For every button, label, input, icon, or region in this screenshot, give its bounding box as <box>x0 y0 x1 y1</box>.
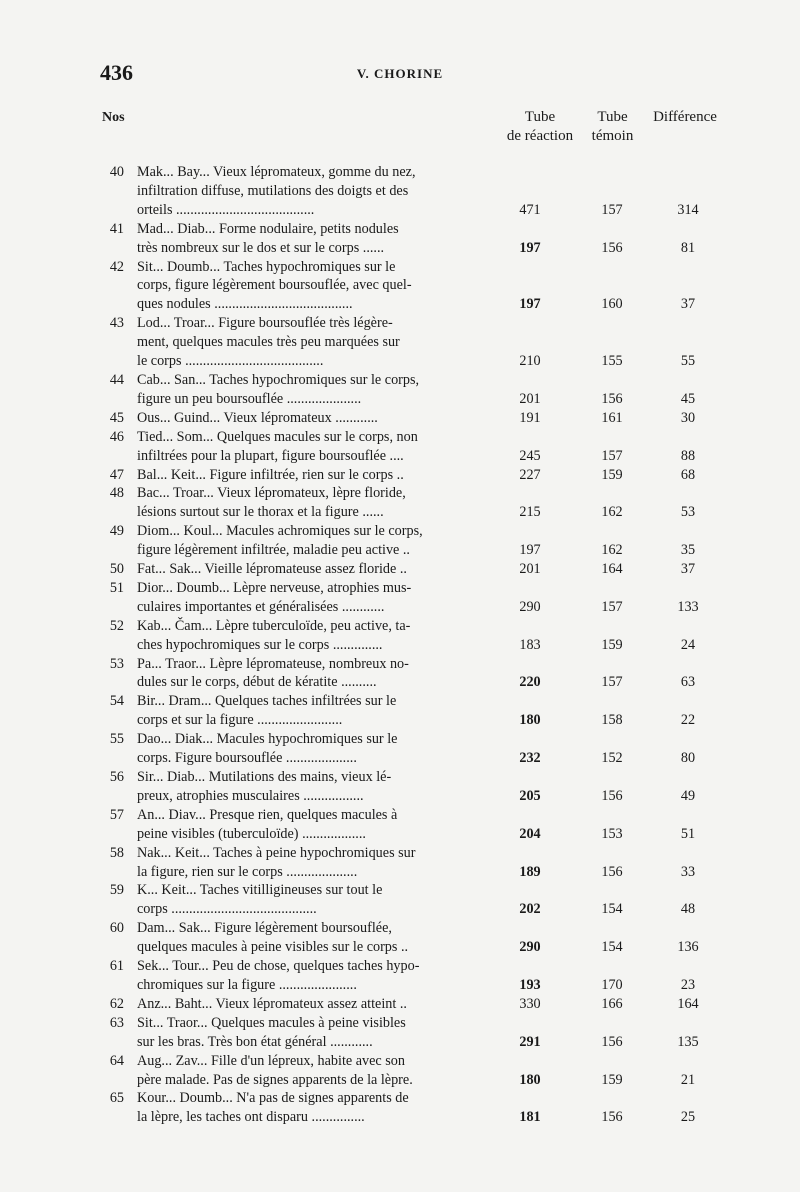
table-row <box>100 768 730 806</box>
reaction-value: 197 <box>519 239 541 256</box>
row-description <box>137 768 489 806</box>
table-row <box>100 409 730 428</box>
row-description-line: Nak... Keit... Taches à peine hypochromiques sur <box>137 844 416 861</box>
row-description <box>137 692 489 730</box>
row-description-line: Tied... Som... Quelques macules sur le corps, non <box>137 428 418 445</box>
difference-value: 37 <box>680 296 696 313</box>
table-row <box>100 371 730 409</box>
table-row <box>100 560 730 579</box>
row-description-line: Sek... Tour... Peu de chose, quelques taches hypo- <box>137 958 420 975</box>
row-description-line: Mad... Diab... Forme nodulaire, petits nodules <box>137 220 399 237</box>
column-header-temoin-line2: témoin <box>591 128 634 144</box>
reaction-value: 180 <box>519 712 541 729</box>
difference-value: 53 <box>680 504 696 521</box>
reaction-value: 220 <box>519 674 541 691</box>
row-description-line: peine visibles (tuberculoïde) .................. <box>137 825 366 842</box>
row-description-line: Anz... Baht... Vieux lépromateux assez atteint .. <box>137 995 407 1012</box>
row-description-line: Sir... Diab... Mutilations des mains, vieux lé- <box>137 769 392 785</box>
temoin-value: 156 <box>601 239 623 256</box>
row-description-line: Dao... Diak... Macules hypochromiques sur le <box>137 731 398 748</box>
row-description <box>137 957 489 995</box>
temoin-value: 166 <box>601 995 623 1012</box>
row-number: 57 <box>109 806 124 823</box>
table-row <box>100 655 730 693</box>
row-description <box>137 314 489 371</box>
temoin-value: 152 <box>601 750 623 767</box>
row-number: 42 <box>109 258 124 275</box>
row-description-line: Diom... Koul... Macules achromiques sur le corps, <box>137 523 423 540</box>
page-number: 436 <box>100 60 133 85</box>
column-header-reaction-line2: de réaction <box>506 128 574 144</box>
column-header-temoin-line1: Tube <box>597 109 628 125</box>
row-description <box>137 919 489 957</box>
table-row <box>100 844 730 882</box>
row-description-line: K... Keit... Taches vitilligineuses sur tout le <box>137 882 383 899</box>
row-description-line: lésions surtout sur le thorax et la figure ...... <box>137 504 384 521</box>
column-header-difference: Différence <box>653 109 717 125</box>
difference-value: 81 <box>680 239 696 256</box>
temoin-value: 154 <box>601 901 623 918</box>
column-header-reaction-line1: Tube <box>524 109 556 125</box>
row-description-line: dules sur le corps, début de kératite .......... <box>137 674 377 691</box>
table-row <box>100 163 730 220</box>
row-description <box>137 995 489 1014</box>
row-description-line: père malade. Pas de signes apparents de la lèpre. <box>137 1071 413 1088</box>
row-description <box>137 484 489 522</box>
row-description-line: infiltrées pour la plupart, figure boursouflée .... <box>137 447 404 464</box>
reaction-value: 290 <box>519 598 541 615</box>
reaction-value: 232 <box>519 750 541 767</box>
row-description <box>137 844 489 882</box>
difference-value: 23 <box>680 976 696 993</box>
reaction-value: 180 <box>519 1071 541 1088</box>
difference-value: 33 <box>680 863 696 880</box>
temoin-value: 159 <box>601 466 623 483</box>
row-description-line: Fat... Sak... Vieille lépromateuse assez floride .. <box>137 561 407 578</box>
reaction-value: 330 <box>519 995 541 1012</box>
difference-value: 49 <box>680 787 696 804</box>
reaction-value: 205 <box>519 787 541 804</box>
column-header-number: Nos <box>102 110 125 125</box>
reaction-value: 191 <box>519 409 541 426</box>
temoin-value: 156 <box>601 787 623 804</box>
row-description <box>137 522 489 560</box>
temoin-value: 164 <box>601 561 623 578</box>
row-number: 53 <box>109 655 124 672</box>
table-row <box>100 1089 730 1127</box>
reaction-value: 197 <box>519 296 541 313</box>
row-description <box>137 560 489 579</box>
row-description-line: Dam... Sak... Figure légèrement boursouflée, <box>137 920 392 937</box>
difference-value: 314 <box>677 201 699 218</box>
temoin-value: 157 <box>601 447 623 464</box>
reaction-value: 189 <box>519 863 541 880</box>
reaction-value: 181 <box>519 1109 541 1126</box>
temoin-value: 160 <box>601 296 623 313</box>
row-description-line: sur les bras. Très bon état général ............ <box>137 1033 373 1050</box>
row-description <box>137 617 489 655</box>
difference-value: 80 <box>680 750 696 767</box>
table-row <box>100 692 730 730</box>
row-number: 48 <box>109 485 124 502</box>
reaction-value: 201 <box>519 390 541 407</box>
row-description-line: Kour... Doumb... N'a pas de signes apparents de <box>137 1090 409 1107</box>
row-number: 46 <box>109 428 124 445</box>
row-description-line: corps. Figure boursouflée .................... <box>137 750 357 767</box>
column-header-temoin <box>585 108 640 146</box>
row-description <box>137 806 489 844</box>
temoin-value: 157 <box>601 201 623 218</box>
row-number: 60 <box>109 920 124 937</box>
temoin-value: 158 <box>601 712 623 729</box>
row-description-line: Aug... Zav... Fille d'un lépreux, habite avec son <box>137 1052 405 1069</box>
difference-value: 37 <box>680 561 696 578</box>
table-row <box>100 258 730 315</box>
table-row <box>100 881 730 919</box>
row-number: 49 <box>109 523 124 540</box>
row-number: 50 <box>109 561 124 578</box>
difference-value: 25 <box>680 1109 696 1126</box>
row-description <box>137 1052 489 1090</box>
table-row <box>100 220 730 258</box>
row-number: 43 <box>109 315 124 332</box>
table-row <box>100 1052 730 1090</box>
reaction-value: 193 <box>519 976 541 993</box>
row-description <box>137 655 489 693</box>
reaction-value: 204 <box>519 825 541 842</box>
difference-value: 45 <box>680 390 696 407</box>
table-row <box>100 957 730 995</box>
row-description-line: corps ......................................... <box>137 901 317 918</box>
difference-value: 35 <box>680 542 696 559</box>
difference-value: 136 <box>677 939 699 956</box>
temoin-value: 162 <box>601 542 623 559</box>
reaction-value: 215 <box>519 504 541 521</box>
row-description-line: très nombreux sur le dos et sur le corps ...... <box>137 239 385 256</box>
table-row <box>100 919 730 957</box>
row-number: 40 <box>109 164 124 180</box>
reaction-value: 245 <box>519 447 541 464</box>
temoin-value: 156 <box>601 863 623 880</box>
temoin-value: 159 <box>601 1071 623 1088</box>
row-number: 45 <box>109 409 124 426</box>
row-description-line: An... Diav... Presque rien, quelques macules à <box>137 806 398 823</box>
row-description-line: Cab... San... Taches hypochromiques sur le corps, <box>137 371 420 388</box>
temoin-value: 157 <box>601 598 623 615</box>
difference-value: 88 <box>680 447 696 464</box>
table-row <box>100 730 730 768</box>
row-description-line: quelques macules à peine visibles sur le corps .. <box>137 939 409 956</box>
row-number: 56 <box>109 769 124 785</box>
row-description-line: la lèpre, les taches ont disparu ............... <box>137 1109 365 1126</box>
reaction-value: 471 <box>519 201 541 218</box>
difference-value: 55 <box>680 353 696 370</box>
row-description-line: chromiques sur la figure ...................... <box>137 976 357 993</box>
difference-value: 30 <box>680 409 696 426</box>
reaction-value: 210 <box>519 353 541 370</box>
reaction-value: 290 <box>519 939 541 956</box>
table-row <box>100 522 730 560</box>
row-description-line: ment, quelques macules très peu marquées sur <box>137 334 400 351</box>
row-description <box>137 881 489 919</box>
row-description-line: ques nodules ....................................... <box>137 296 353 313</box>
table-row <box>100 1014 730 1052</box>
difference-value: 48 <box>680 901 696 918</box>
temoin-value: 162 <box>601 504 623 521</box>
difference-value: 24 <box>680 636 696 653</box>
difference-value: 135 <box>677 1033 699 1050</box>
row-number: 52 <box>109 617 124 634</box>
row-number: 41 <box>109 220 124 237</box>
row-description-line: le corps ....................................... <box>137 353 324 370</box>
row-description-line: figure un peu boursouflée ..................... <box>137 390 362 407</box>
temoin-value: 156 <box>601 1033 623 1050</box>
row-description <box>137 163 489 220</box>
row-description-line: Ous... Guind... Vieux lépromateux ............ <box>137 409 378 426</box>
table-row <box>100 995 730 1014</box>
row-description-line: culaires importantes et généralisées ............ <box>137 598 385 615</box>
temoin-value: 156 <box>601 390 623 407</box>
temoin-value: 155 <box>601 353 623 370</box>
temoin-value: 157 <box>601 674 623 691</box>
row-number: 55 <box>109 731 124 748</box>
table-row <box>100 579 730 617</box>
running-title: V. CHORINE <box>356 66 444 81</box>
row-number: 54 <box>109 693 124 710</box>
page-header <box>100 60 700 90</box>
row-description <box>137 371 489 409</box>
row-description-line: ches hypochromiques sur le corps .............. <box>137 636 383 653</box>
temoin-value: 159 <box>601 636 623 653</box>
table-row <box>100 428 730 466</box>
row-description-line: Sit... Traor... Quelques macules à peine visibles <box>137 1014 406 1031</box>
column-header-reaction <box>500 108 580 146</box>
table-row <box>100 466 730 485</box>
reaction-value: 202 <box>519 901 541 918</box>
table-body <box>100 163 730 1127</box>
row-description <box>137 220 489 258</box>
row-description-line: orteils ....................................... <box>137 201 315 218</box>
difference-value: 21 <box>680 1071 696 1088</box>
reaction-value: 291 <box>519 1033 541 1050</box>
difference-value: 63 <box>680 674 696 691</box>
row-description-line: Bir... Dram... Quelques taches infiltrées sur le <box>137 693 397 710</box>
row-description-line: Mak... Bay... Vieux lépromateux, gomme du nez, <box>137 164 416 180</box>
row-description-line: corps, figure légèrement boursouflée, avec quel- <box>137 277 412 294</box>
row-description-line: infiltration diffuse, mutilations des doigts et des <box>137 182 409 199</box>
difference-value: 51 <box>680 825 696 842</box>
table-row <box>100 617 730 655</box>
row-description <box>137 258 489 315</box>
row-number: 47 <box>109 466 124 483</box>
temoin-value: 154 <box>601 939 623 956</box>
row-description-line: preux, atrophies musculaires ................. <box>137 787 364 804</box>
row-description-line: Lod... Troar... Figure boursouflée très légère- <box>137 315 393 332</box>
row-number: 65 <box>109 1090 124 1107</box>
table-row <box>100 484 730 522</box>
row-description-line: Bal... Keit... Figure infiltrée, rien sur le corps .. <box>137 466 404 483</box>
reaction-value: 183 <box>519 636 541 653</box>
row-description-line: corps et sur la figure ........................ <box>137 712 343 729</box>
difference-value: 22 <box>680 712 696 729</box>
row-number: 61 <box>109 958 124 975</box>
reaction-value: 201 <box>519 561 541 578</box>
row-description <box>137 428 489 466</box>
table-row <box>100 806 730 844</box>
row-number: 59 <box>109 882 124 899</box>
temoin-value: 161 <box>601 409 623 426</box>
row-description <box>137 409 489 428</box>
row-description-line: Sit... Doumb... Taches hypochromiques sur le <box>137 258 396 275</box>
row-description-line: Kab... Čam... Lèpre tuberculoïde, peu active, ta- <box>137 617 411 634</box>
row-number: 62 <box>109 995 124 1012</box>
temoin-value: 170 <box>601 976 623 993</box>
row-number: 44 <box>109 371 124 388</box>
row-number: 58 <box>109 844 124 861</box>
row-description-line: Dior... Doumb... Lèpre nerveuse, atrophies mus- <box>137 579 412 596</box>
row-description <box>137 1014 489 1052</box>
row-description <box>137 579 489 617</box>
row-number: 51 <box>109 579 124 596</box>
row-description-line: figure légèrement infiltrée, maladie peu active .. <box>137 542 410 559</box>
row-description <box>137 1089 489 1127</box>
temoin-value: 156 <box>601 1109 623 1126</box>
row-number: 63 <box>109 1014 124 1031</box>
temoin-value: 153 <box>601 825 623 842</box>
difference-value: 133 <box>677 598 699 615</box>
difference-value: 68 <box>680 466 696 483</box>
difference-value: 164 <box>677 995 699 1012</box>
table-row <box>100 314 730 371</box>
row-description <box>137 466 489 485</box>
reaction-value: 227 <box>519 466 541 483</box>
row-description-line: Pa... Traor... Lèpre lépromateuse, nombreux no- <box>137 655 409 672</box>
row-number: 64 <box>109 1052 124 1069</box>
row-description <box>137 730 489 768</box>
reaction-value: 197 <box>519 542 541 559</box>
row-description-line: la figure, rien sur le corps .................... <box>137 863 358 880</box>
row-description-line: Bac... Troar... Vieux lépromateux, lèpre floride, <box>137 485 406 502</box>
